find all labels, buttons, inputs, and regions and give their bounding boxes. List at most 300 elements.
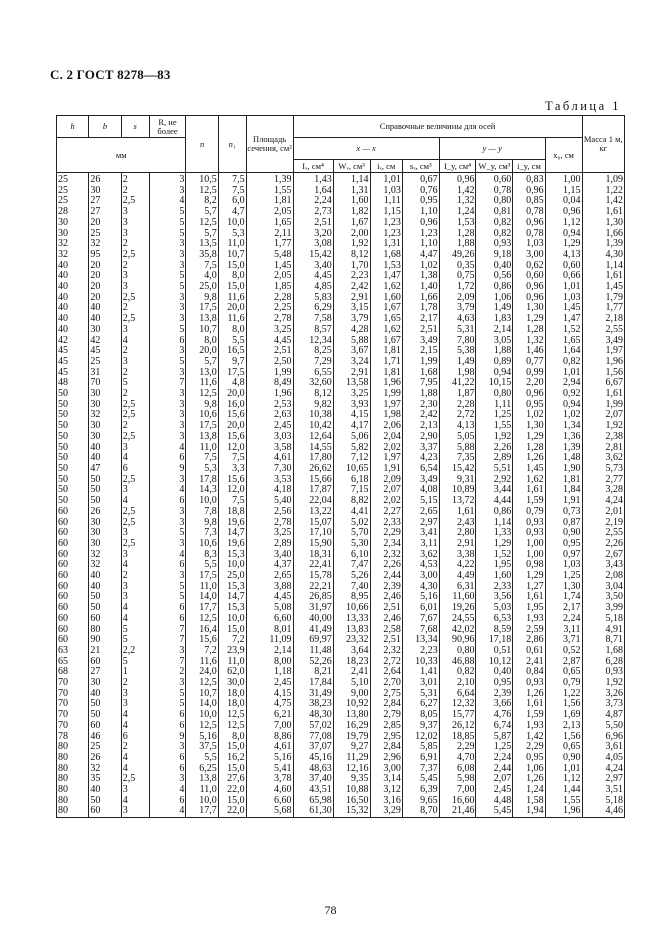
table-cell: 0,96 bbox=[402, 218, 439, 229]
table-cell: 1,03 bbox=[545, 560, 582, 571]
table-cell: 40 bbox=[57, 261, 89, 272]
table-cell: 1,68 bbox=[402, 368, 439, 379]
table-cell: 11,0 bbox=[186, 582, 218, 593]
table-cell: 2,64 bbox=[370, 667, 402, 678]
table-cell: 1,29 bbox=[513, 432, 545, 443]
table-cell: 19,6 bbox=[218, 539, 246, 550]
table-cell: 1,49 bbox=[439, 357, 476, 368]
col-n: n bbox=[186, 116, 218, 173]
table-cell: 30 bbox=[89, 421, 121, 432]
table-cell: 2,65 bbox=[402, 507, 439, 518]
table-cell: 14,55 bbox=[293, 443, 333, 454]
table-cell: 1,98 bbox=[439, 368, 476, 379]
table-cell: 5,7 bbox=[186, 207, 218, 218]
table-cell: 12,0 bbox=[218, 485, 246, 496]
table-cell: 5,08 bbox=[246, 603, 293, 614]
table-cell: 1,81 bbox=[370, 346, 402, 357]
table-cell: 2,43 bbox=[439, 518, 476, 529]
table-cell: 2,26 bbox=[476, 443, 513, 454]
table-cell: 63 bbox=[57, 646, 89, 657]
table-cell: 1,44 bbox=[545, 785, 582, 796]
table-cell: 50 bbox=[57, 475, 89, 486]
table-cell: 20,0 bbox=[186, 346, 218, 357]
col-sx: sₓ, см³ bbox=[402, 160, 439, 173]
table-cell: 2,51 bbox=[370, 635, 402, 646]
col-axis-y: y — y bbox=[439, 138, 545, 160]
table-cell: 8,95 bbox=[333, 592, 370, 603]
table-cell: 2,89 bbox=[476, 453, 513, 464]
table-cell: 40 bbox=[89, 571, 121, 582]
table-cell: 3,71 bbox=[545, 635, 582, 646]
table-cell: 1,26 bbox=[513, 689, 545, 700]
table-cell: 45 bbox=[57, 346, 89, 357]
table-cell: 4,28 bbox=[333, 325, 370, 336]
table-cell: 1,60 bbox=[370, 293, 402, 304]
table-cell: 50 bbox=[89, 603, 121, 614]
table-cell: 2,24 bbox=[545, 614, 582, 625]
table-cell: 1,95 bbox=[513, 603, 545, 614]
table-cell: 17,5 bbox=[186, 421, 218, 432]
table-cell: 9,82 bbox=[293, 400, 333, 411]
table-cell: 11,48 bbox=[293, 646, 333, 657]
table-cell: 15,3 bbox=[218, 603, 246, 614]
table-cell: 5,18 bbox=[582, 614, 625, 625]
table-cell: 0,95 bbox=[513, 400, 545, 411]
table-cell: 1,52 bbox=[476, 550, 513, 561]
table-cell: 1,45 bbox=[545, 303, 582, 314]
table-cell: 1,39 bbox=[545, 443, 582, 454]
table-cell: 3,15 bbox=[333, 303, 370, 314]
table-cell: 5,05 bbox=[439, 432, 476, 443]
table-cell: 2,97 bbox=[582, 774, 625, 785]
table-cell: 2,72 bbox=[439, 410, 476, 421]
table-cell: 60 bbox=[57, 571, 89, 582]
table-cell: 2,56 bbox=[246, 507, 293, 518]
table-cell: 17,7 bbox=[186, 603, 218, 614]
table-cell: 1,02 bbox=[545, 410, 582, 421]
table-cell: 3 bbox=[149, 571, 186, 582]
table-cell: 2,51 bbox=[246, 346, 293, 357]
table-cell: 30,0 bbox=[218, 678, 246, 689]
table-row bbox=[57, 657, 625, 668]
table-cell: 1,06 bbox=[476, 293, 513, 304]
table-cell: 7,5 bbox=[218, 186, 246, 197]
table-cell: 9,18 bbox=[476, 250, 513, 261]
table-cell: 6 bbox=[149, 764, 186, 775]
table-cell: 2,5 bbox=[121, 293, 149, 304]
table-cell: 3,53 bbox=[246, 475, 293, 486]
table-cell: 4 bbox=[121, 614, 149, 625]
table-cell: 2 bbox=[121, 186, 149, 197]
table-cell: 1,96 bbox=[246, 389, 293, 400]
table-cell: 1,55 bbox=[545, 796, 582, 807]
table-cell: 2,5 bbox=[121, 410, 149, 421]
table-cell: 1,39 bbox=[582, 239, 625, 250]
table-cell: 16,2 bbox=[218, 753, 246, 764]
table-cell: 1,31 bbox=[370, 239, 402, 250]
table-cell: 1,52 bbox=[545, 325, 582, 336]
table-cell: 1,96 bbox=[370, 378, 402, 389]
table-cell: 4,45 bbox=[246, 592, 293, 603]
table-row bbox=[57, 518, 625, 529]
table-cell: 2,95 bbox=[370, 732, 402, 743]
table-cell: 4,76 bbox=[476, 710, 513, 721]
table-cell: 1,65 bbox=[246, 218, 293, 229]
table-cell: 2,20 bbox=[513, 378, 545, 389]
table-cell: 0,76 bbox=[402, 186, 439, 197]
table-cell: 6,54 bbox=[402, 464, 439, 475]
table-cell: 1,61 bbox=[513, 485, 545, 496]
table-cell: 6 bbox=[149, 614, 186, 625]
table-cell: 4,63 bbox=[439, 314, 476, 325]
table-cell: 4,45 bbox=[246, 336, 293, 347]
table-cell: 0,67 bbox=[402, 173, 439, 186]
table-cell: 15,0 bbox=[218, 282, 246, 293]
table-cell: 0,75 bbox=[439, 271, 476, 282]
table-cell: 10,6 bbox=[186, 410, 218, 421]
table-cell: 1,24 bbox=[439, 207, 476, 218]
table-cell: 7,40 bbox=[333, 582, 370, 593]
table-row bbox=[57, 485, 625, 496]
table-cell: 2,91 bbox=[333, 293, 370, 304]
table-cell: 6,01 bbox=[402, 603, 439, 614]
table-cell: 1,49 bbox=[476, 303, 513, 314]
table-cell: 16,4 bbox=[186, 625, 218, 636]
table-cell: 4,18 bbox=[246, 485, 293, 496]
table-row bbox=[57, 186, 625, 197]
table-cell: 13,80 bbox=[333, 710, 370, 721]
table-cell: 0,94 bbox=[476, 368, 513, 379]
table-cell: 30 bbox=[89, 400, 121, 411]
table-cell: 0,80 bbox=[476, 196, 513, 207]
table-row bbox=[57, 357, 625, 368]
table-cell: 3,99 bbox=[582, 603, 625, 614]
table-cell: 60 bbox=[57, 550, 89, 561]
table-cell: 5 bbox=[149, 357, 186, 368]
table-cell: 4 bbox=[121, 560, 149, 571]
table-cell: 40 bbox=[89, 303, 121, 314]
table-row bbox=[57, 453, 625, 464]
table-cell: 6,29 bbox=[293, 303, 333, 314]
table-cell: 50 bbox=[89, 485, 121, 496]
table-cell: 4 bbox=[121, 753, 149, 764]
table-cell: 4,75 bbox=[246, 699, 293, 710]
table-cell: 7,5 bbox=[218, 496, 246, 507]
table-cell: 0,82 bbox=[476, 229, 513, 240]
table-cell: 4,87 bbox=[582, 710, 625, 721]
table-cell: 1,66 bbox=[582, 229, 625, 240]
table-cell: 3,40 bbox=[293, 261, 333, 272]
table-cell: 3,79 bbox=[333, 314, 370, 325]
table-cell: 4,47 bbox=[402, 250, 439, 261]
table-cell: 6 bbox=[121, 732, 149, 743]
table-cell: 2,32 bbox=[370, 550, 402, 561]
table-cell: 12,0 bbox=[218, 443, 246, 454]
table-cell: 0,56 bbox=[476, 271, 513, 282]
table-cell: 2,14 bbox=[246, 646, 293, 657]
table-cell: 4,05 bbox=[582, 753, 625, 764]
table-row bbox=[57, 282, 625, 293]
table-cell: 12,34 bbox=[293, 336, 333, 347]
table-cell: 5 bbox=[149, 528, 186, 539]
table-cell: 1,47 bbox=[545, 314, 582, 325]
table-cell: 27 bbox=[89, 207, 121, 218]
table-cell: 10,7 bbox=[186, 689, 218, 700]
table-cell: 50 bbox=[57, 421, 89, 432]
table-cell: 50 bbox=[57, 496, 89, 507]
table-cell: 2,42 bbox=[402, 410, 439, 421]
table-cell: 2,72 bbox=[370, 657, 402, 668]
table-cell: 3,49 bbox=[402, 336, 439, 347]
table-cell: 78 bbox=[57, 732, 89, 743]
table-cell: 1,92 bbox=[582, 678, 625, 689]
table-cell: 6,08 bbox=[439, 764, 476, 775]
table-cell: 0,73 bbox=[545, 507, 582, 518]
table-cell: 28 bbox=[57, 207, 89, 218]
table-cell: 13,8 bbox=[186, 432, 218, 443]
table-row bbox=[57, 346, 625, 357]
table-cell: 30 bbox=[89, 325, 121, 336]
table-cell: 2,17 bbox=[545, 603, 582, 614]
table-cell: 2,26 bbox=[370, 560, 402, 571]
table-cell: 8,82 bbox=[333, 496, 370, 507]
table-cell: 12,5 bbox=[186, 721, 218, 732]
table-cell: 80 bbox=[89, 625, 121, 636]
table-cell: 1,99 bbox=[370, 389, 402, 400]
table-cell: 11,29 bbox=[333, 753, 370, 764]
table-cell: 1,99 bbox=[402, 357, 439, 368]
table-cell: 2,92 bbox=[476, 475, 513, 486]
table-cell: 1,30 bbox=[545, 582, 582, 593]
table-cell: 5,16 bbox=[402, 592, 439, 603]
table-cell: 10,38 bbox=[293, 410, 333, 421]
table-cell: 1,32 bbox=[439, 196, 476, 207]
table-cell: 5 bbox=[121, 635, 149, 646]
table-cell: 5,68 bbox=[246, 806, 293, 817]
table-cell: 9,35 bbox=[333, 774, 370, 785]
table-cell: 31,97 bbox=[293, 603, 333, 614]
table-row bbox=[57, 378, 625, 389]
table-cell: 14,0 bbox=[186, 592, 218, 603]
table-cell: 40,00 bbox=[293, 614, 333, 625]
table-cell: 27,6 bbox=[218, 774, 246, 785]
table-cell: 3 bbox=[121, 207, 149, 218]
table-cell: 0,95 bbox=[545, 539, 582, 550]
table-cell: 15,3 bbox=[218, 582, 246, 593]
table-row bbox=[57, 410, 625, 421]
table-cell: 9,8 bbox=[186, 400, 218, 411]
table-cell: 5 bbox=[121, 625, 149, 636]
table-cell: 7,5 bbox=[218, 173, 246, 186]
table-cell: 2,06 bbox=[370, 421, 402, 432]
table-cell: 32 bbox=[89, 550, 121, 561]
table-cell: 2,5 bbox=[121, 518, 149, 529]
table-cell: 4 bbox=[149, 443, 186, 454]
table-cell: 2,81 bbox=[582, 443, 625, 454]
table-cell: 3 bbox=[149, 173, 186, 186]
table-cell: 6,74 bbox=[476, 721, 513, 732]
table-row bbox=[57, 774, 625, 785]
table-cell: 1,72 bbox=[439, 282, 476, 293]
table-cell: 10,88 bbox=[333, 785, 370, 796]
table-cell: 4,48 bbox=[476, 796, 513, 807]
table-cell: 0,89 bbox=[476, 357, 513, 368]
table-cell: 12,32 bbox=[439, 699, 476, 710]
table-cell: 18,85 bbox=[439, 732, 476, 743]
table-cell: 32 bbox=[89, 560, 121, 571]
table-cell: 2,39 bbox=[370, 582, 402, 593]
table-cell: 1,45 bbox=[513, 464, 545, 475]
table-cell: 1,61 bbox=[513, 592, 545, 603]
table-cell: 5,48 bbox=[246, 250, 293, 261]
table-cell: 3,41 bbox=[402, 528, 439, 539]
table-cell: 0,90 bbox=[545, 528, 582, 539]
table-cell: 1,60 bbox=[476, 571, 513, 582]
table-cell: 0,96 bbox=[439, 173, 476, 186]
table-cell: 1 bbox=[121, 667, 149, 678]
table-cell: 3,04 bbox=[582, 582, 625, 593]
table-cell: 1,33 bbox=[476, 528, 513, 539]
table-cell: 26 bbox=[89, 753, 121, 764]
table-cell: 37,40 bbox=[293, 774, 333, 785]
table-cell: 1,10 bbox=[402, 207, 439, 218]
table-cell: 80 bbox=[57, 806, 89, 817]
table-cell: 6,31 bbox=[439, 582, 476, 593]
table-cell: 6,96 bbox=[582, 732, 625, 743]
table-cell: 23,32 bbox=[333, 635, 370, 646]
table-cell: 5,70 bbox=[333, 528, 370, 539]
table-cell: 17,5 bbox=[186, 303, 218, 314]
table-cell: 3 bbox=[149, 314, 186, 325]
table-cell: 3,49 bbox=[582, 336, 625, 347]
table-cell: 43,51 bbox=[293, 785, 333, 796]
table-cell: 4,13 bbox=[439, 421, 476, 432]
table-cell: 4,30 bbox=[402, 582, 439, 593]
table-cell: 16,5 bbox=[218, 346, 246, 357]
table-cell: 2,96 bbox=[370, 753, 402, 764]
table-cell: 2,46 bbox=[370, 614, 402, 625]
table-cell: 4 bbox=[149, 806, 186, 817]
table-cell: 7 bbox=[149, 625, 186, 636]
table-cell: 7,47 bbox=[333, 560, 370, 571]
table-cell: 6,64 bbox=[439, 689, 476, 700]
table-cell: 2,51 bbox=[402, 325, 439, 336]
table-cell: 5,45 bbox=[402, 774, 439, 785]
table-cell: 4,61 bbox=[246, 742, 293, 753]
table-cell: 8,05 bbox=[402, 710, 439, 721]
table-cell: 6 bbox=[121, 464, 149, 475]
table-cell: 7,95 bbox=[402, 378, 439, 389]
table-cell: 5,31 bbox=[402, 689, 439, 700]
table-cell: 15,42 bbox=[293, 250, 333, 261]
table-cell: 0,04 bbox=[545, 196, 582, 207]
table-cell: 1,01 bbox=[370, 173, 402, 186]
table-cell: 52,26 bbox=[293, 657, 333, 668]
table-row bbox=[57, 603, 625, 614]
table-cell: 20 bbox=[89, 293, 121, 304]
table-cell: 20 bbox=[89, 261, 121, 272]
table-cell: 6,28 bbox=[582, 657, 625, 668]
table-cell: 2,00 bbox=[333, 229, 370, 240]
table-cell: 6,10 bbox=[333, 550, 370, 561]
table-cell: 4,08 bbox=[402, 485, 439, 496]
table-cell: 3 bbox=[149, 678, 186, 689]
col-wx: Wₓ, см³ bbox=[333, 160, 370, 173]
table-cell: 65,98 bbox=[293, 796, 333, 807]
table-cell: 10,65 bbox=[333, 464, 370, 475]
table-cell: 1,45 bbox=[246, 261, 293, 272]
table-cell: 1,92 bbox=[333, 239, 370, 250]
table-cell: 9,65 bbox=[402, 796, 439, 807]
table-cell: 30 bbox=[89, 186, 121, 197]
table-cell: 5 bbox=[149, 325, 186, 336]
table-cell: 0,40 bbox=[476, 667, 513, 678]
table-cell: 2,89 bbox=[246, 539, 293, 550]
table-cell: 4,41 bbox=[333, 507, 370, 518]
table-cell: 10,7 bbox=[186, 325, 218, 336]
table-cell: 6 bbox=[149, 453, 186, 464]
table-row bbox=[57, 173, 625, 186]
table-cell: 21,46 bbox=[439, 806, 476, 817]
table-cell: 3 bbox=[149, 646, 186, 657]
table-cell: 11,60 bbox=[439, 592, 476, 603]
table-cell: 3 bbox=[149, 250, 186, 261]
table-cell: 7,35 bbox=[439, 453, 476, 464]
table-cell: 11,0 bbox=[218, 239, 246, 250]
table-cell: 5,3 bbox=[218, 229, 246, 240]
table-cell: 3 bbox=[149, 239, 186, 250]
table-cell: 2,01 bbox=[582, 507, 625, 518]
table-cell: 1,95 bbox=[476, 560, 513, 571]
table-cell: 5,16 bbox=[246, 753, 293, 764]
table-cell: 60 bbox=[57, 582, 89, 593]
table-cell: 3 bbox=[149, 539, 186, 550]
table-cell: 12,5 bbox=[186, 218, 218, 229]
table-cell: 3 bbox=[121, 689, 149, 700]
table-cell: 1,70 bbox=[333, 261, 370, 272]
table-cell: 1,22 bbox=[545, 689, 582, 700]
table-cell: 18,23 bbox=[333, 657, 370, 668]
table-cell: 5 bbox=[121, 657, 149, 668]
table-cell: 1,61 bbox=[582, 207, 625, 218]
table-cell: 25 bbox=[57, 186, 89, 197]
table-cell: 18,0 bbox=[218, 699, 246, 710]
table-cell: 40 bbox=[89, 314, 121, 325]
table-cell: 2,24 bbox=[293, 196, 333, 207]
table-cell: 1,84 bbox=[545, 485, 582, 496]
table-cell: 4,37 bbox=[246, 560, 293, 571]
table-cell: 22,04 bbox=[293, 496, 333, 507]
table-cell: 3 bbox=[121, 443, 149, 454]
table-cell: 1,87 bbox=[439, 389, 476, 400]
table-cell: 1,56 bbox=[545, 699, 582, 710]
table-cell: 46,88 bbox=[439, 657, 476, 668]
table-cell: 12,5 bbox=[186, 678, 218, 689]
table-cell: 3 bbox=[149, 389, 186, 400]
table-cell: 2,38 bbox=[582, 432, 625, 443]
table-cell: 10,6 bbox=[186, 539, 218, 550]
table-cell: 45 bbox=[57, 357, 89, 368]
table-cell: 0,94 bbox=[545, 400, 582, 411]
table-cell: 3 bbox=[121, 357, 149, 368]
table-cell: 40 bbox=[89, 582, 121, 593]
table-cell: 30 bbox=[57, 218, 89, 229]
table-cell: 1,74 bbox=[545, 592, 582, 603]
table-cell: 3,58 bbox=[246, 443, 293, 454]
table-cell: 3,37 bbox=[402, 443, 439, 454]
table-cell: 3,88 bbox=[246, 582, 293, 593]
table-cell: 7,80 bbox=[439, 336, 476, 347]
